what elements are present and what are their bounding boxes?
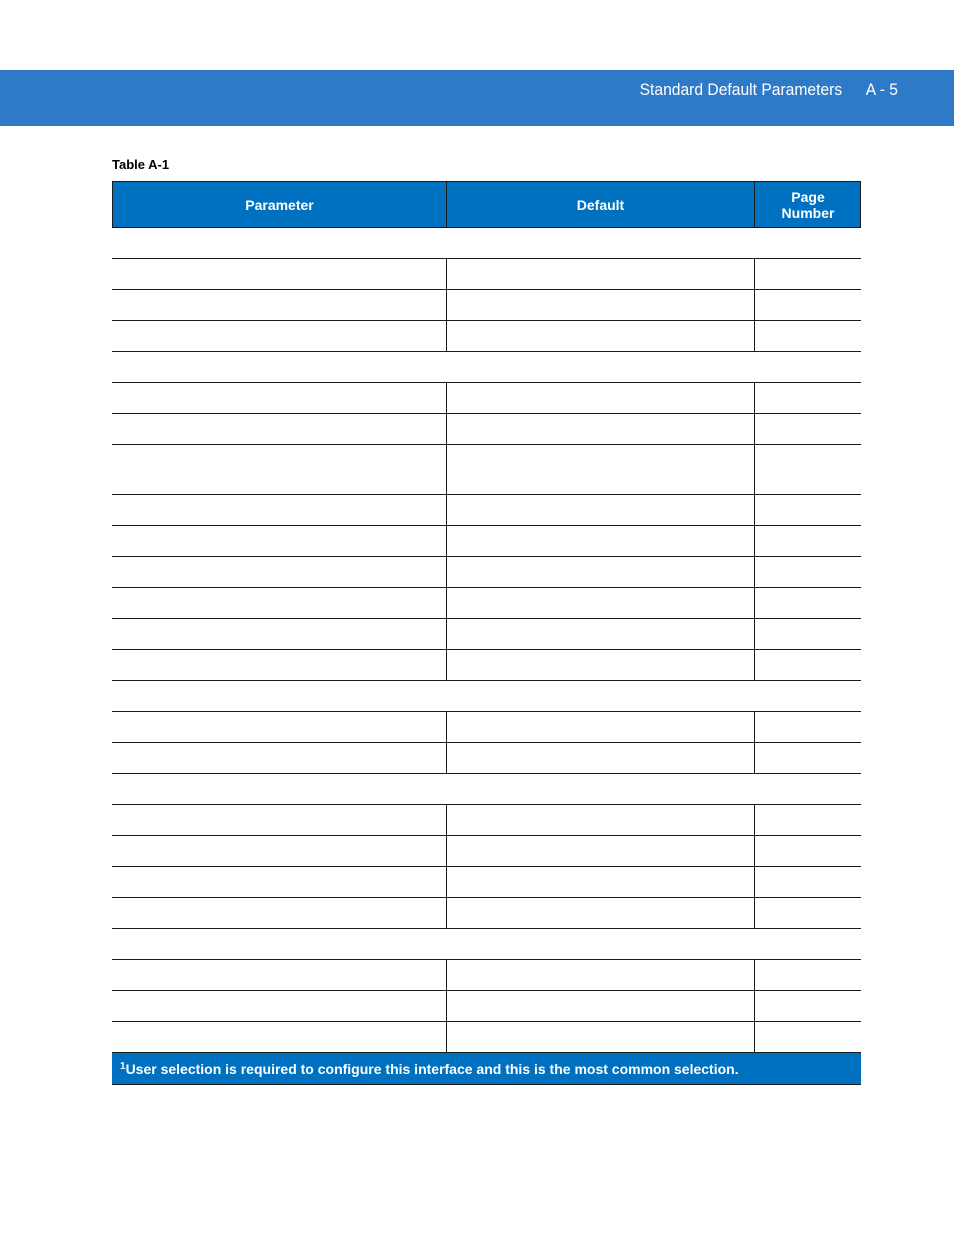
table-row (112, 445, 861, 495)
column-divider (446, 712, 447, 742)
table-row (112, 743, 861, 774)
column-divider (446, 1022, 447, 1052)
column-divider (446, 495, 447, 525)
table-row (112, 805, 861, 836)
table-footnote (112, 1053, 861, 1085)
column-header-parameter: Parameter (113, 182, 447, 227)
column-divider (754, 383, 755, 413)
defaults-table (112, 181, 861, 1085)
column-divider (446, 805, 447, 835)
column-divider (446, 414, 447, 444)
table-row (112, 526, 861, 557)
table-body (112, 228, 861, 1053)
column-divider (446, 619, 447, 649)
column-header-page-number: Page Number (781, 188, 835, 221)
table-row (112, 619, 861, 650)
table-row (112, 290, 861, 321)
column-divider (754, 290, 755, 320)
column-divider (754, 588, 755, 618)
table-row (112, 588, 861, 619)
column-divider (446, 743, 447, 773)
table-row (112, 557, 861, 588)
table-section-row (112, 929, 861, 960)
column-divider (446, 259, 447, 289)
table-row (112, 960, 861, 991)
table-row (112, 991, 861, 1022)
column-divider (446, 321, 447, 351)
page-number: A - 5 (865, 80, 898, 99)
column-divider (446, 960, 447, 990)
column-divider (446, 557, 447, 587)
column-divider (446, 383, 447, 413)
column-divider (754, 495, 755, 525)
table-header (112, 181, 861, 228)
column-divider (446, 867, 447, 897)
table-row (112, 867, 861, 898)
table-caption: Table A-1 (112, 157, 170, 172)
column-divider (446, 991, 447, 1021)
table-section-row (112, 352, 861, 383)
column-divider (754, 526, 755, 556)
table-section-row (112, 228, 861, 259)
table-row (112, 1022, 861, 1053)
column-divider (754, 445, 755, 494)
column-divider (754, 960, 755, 990)
column-divider (754, 836, 755, 866)
column-divider (446, 445, 447, 494)
column-divider (754, 259, 755, 289)
column-divider (446, 588, 447, 618)
table-row (112, 495, 861, 526)
column-divider (754, 619, 755, 649)
table-section-row (112, 774, 861, 805)
column-divider (446, 898, 447, 928)
column-divider (754, 743, 755, 773)
column-divider (754, 650, 755, 680)
table-row (112, 836, 861, 867)
table-row (112, 712, 861, 743)
column-divider (754, 557, 755, 587)
table-row (112, 321, 861, 352)
table-section-row (112, 681, 861, 712)
column-divider (754, 1022, 755, 1052)
footnote-text: User selection is required to configure this interface and this is the most common selection. (125, 1061, 739, 1077)
column-divider (446, 290, 447, 320)
column-divider (754, 414, 755, 444)
table-row (112, 383, 861, 414)
table-row (112, 414, 861, 445)
table-row (112, 259, 861, 290)
column-divider (754, 805, 755, 835)
column-divider (446, 650, 447, 680)
column-divider (446, 836, 447, 866)
column-divider (754, 991, 755, 1021)
column-divider (754, 898, 755, 928)
table-row (112, 650, 861, 681)
column-header-default: Default (447, 182, 755, 227)
table-row (112, 898, 861, 929)
column-divider (754, 867, 755, 897)
section-title: Standard Default Parameters (639, 80, 842, 99)
column-divider (446, 526, 447, 556)
column-divider (754, 321, 755, 351)
footnote-marker: 1 (120, 1061, 126, 1072)
column-divider (754, 712, 755, 742)
